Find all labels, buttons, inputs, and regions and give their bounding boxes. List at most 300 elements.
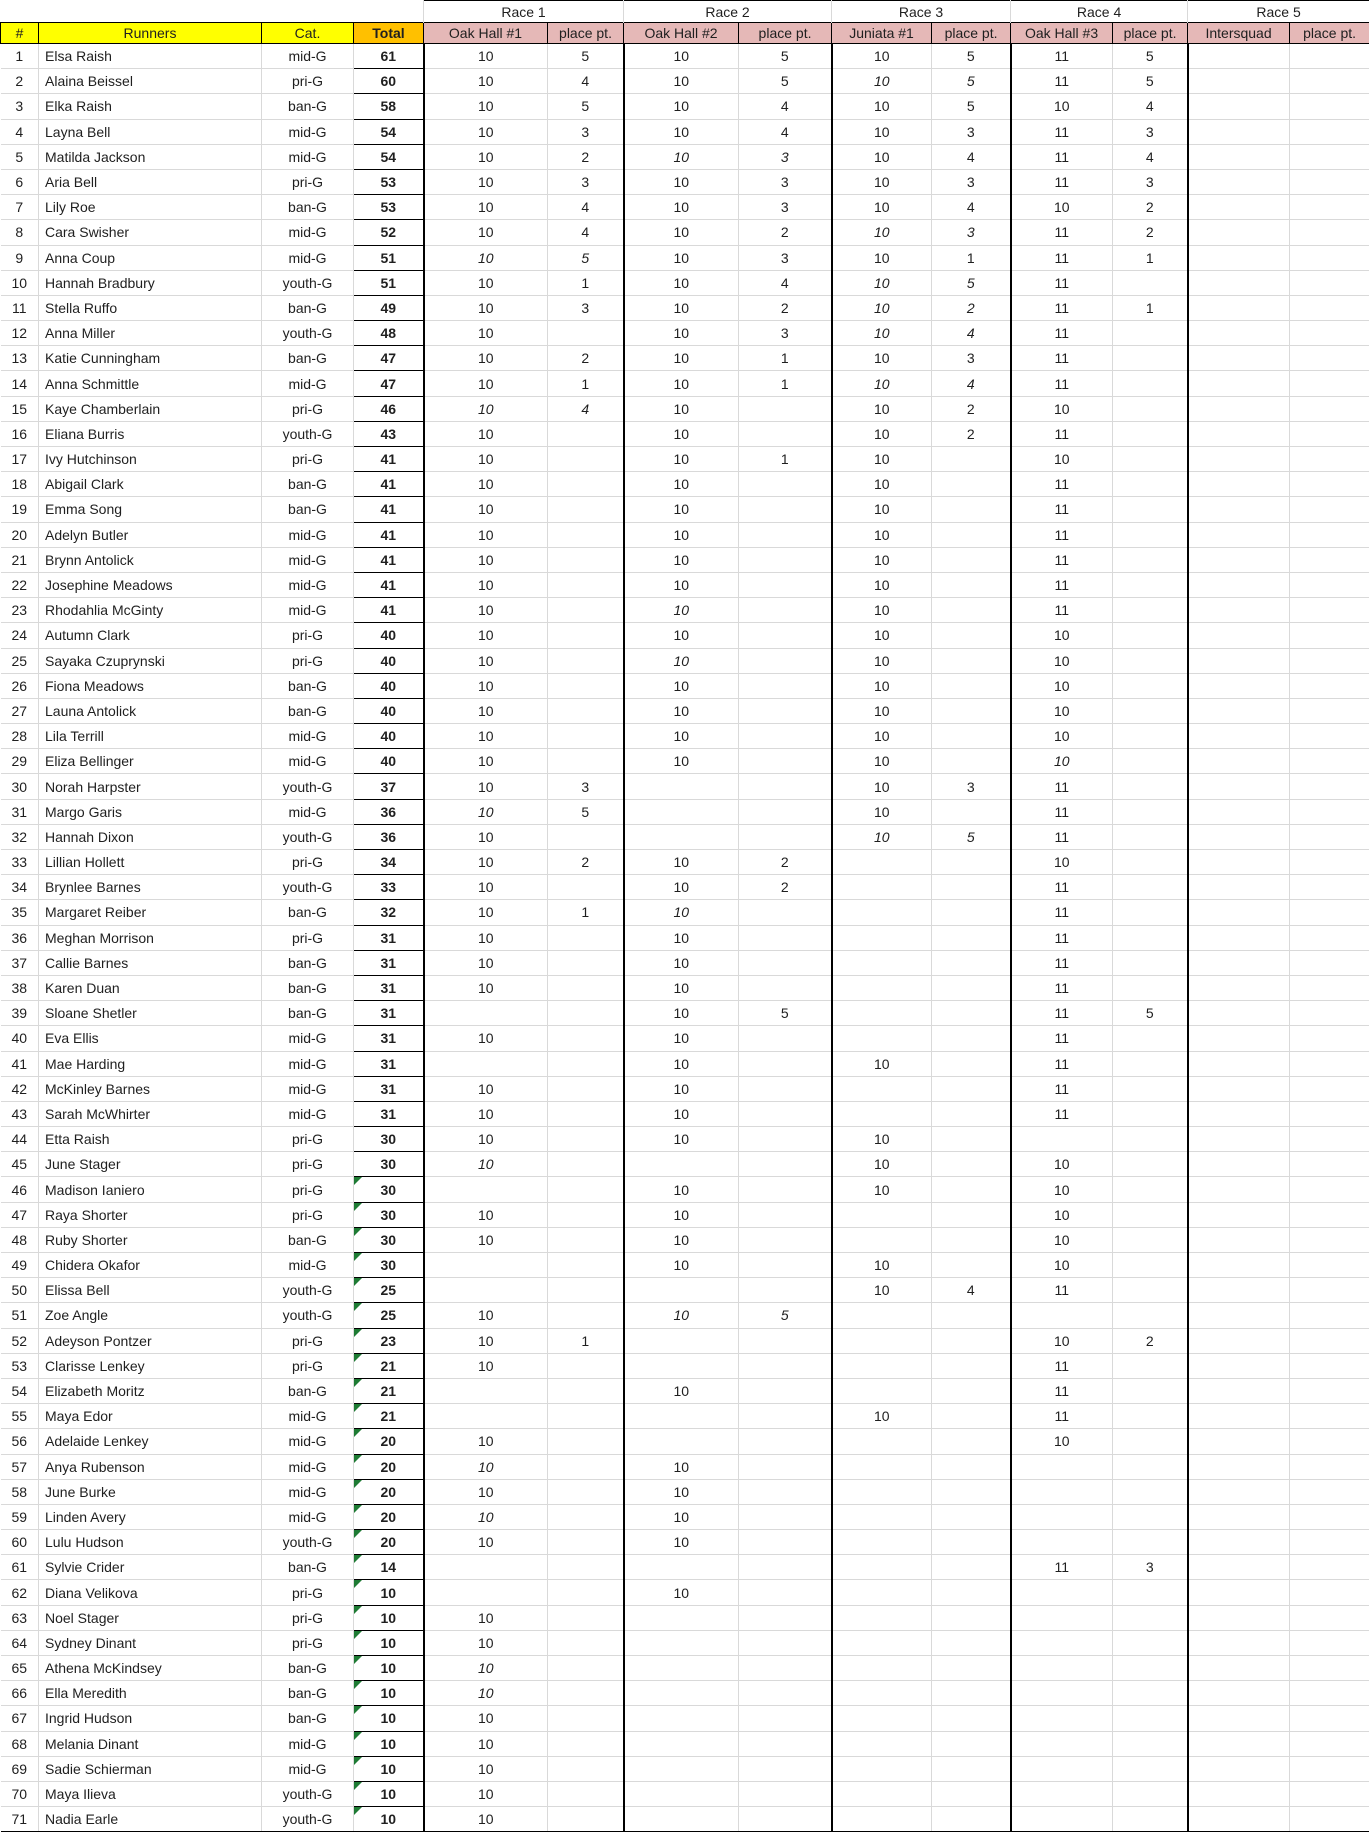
race2-placept-cell[interactable]: [739, 774, 832, 799]
race2-placept-cell[interactable]: [739, 1378, 832, 1403]
race5-placept-cell[interactable]: [1290, 1656, 1369, 1681]
race1-points-cell[interactable]: 10: [424, 1076, 548, 1101]
race5-placept-cell[interactable]: [1290, 925, 1369, 950]
runner-name-cell[interactable]: Elsa Raish: [39, 44, 262, 69]
race4-points-cell[interactable]: 11: [1011, 572, 1113, 597]
race1-points-cell[interactable]: 10: [424, 1328, 548, 1353]
row-number-cell[interactable]: 37: [1, 950, 39, 975]
race5-placept-cell[interactable]: [1290, 975, 1369, 1000]
race3-points-cell[interactable]: 10: [832, 1278, 932, 1303]
race4-points-cell[interactable]: [1011, 1656, 1113, 1681]
race2-placept-cell[interactable]: [739, 1681, 832, 1706]
race3-placept-cell[interactable]: 4: [932, 371, 1011, 396]
row-number-cell[interactable]: 64: [1, 1630, 39, 1655]
race2-points-cell[interactable]: [624, 1429, 739, 1454]
total-cell[interactable]: 41: [354, 547, 424, 572]
category-cell[interactable]: mid-G: [262, 1404, 354, 1429]
total-cell[interactable]: 48: [354, 321, 424, 346]
race5-placept-cell[interactable]: [1290, 371, 1369, 396]
race3-placept-cell[interactable]: [932, 1127, 1011, 1152]
race5-points-cell[interactable]: [1188, 1454, 1290, 1479]
row-number-cell[interactable]: 2: [1, 69, 39, 94]
race5-points-cell[interactable]: [1188, 447, 1290, 472]
race2-points-cell[interactable]: 10: [624, 195, 739, 220]
row-number-cell[interactable]: 39: [1, 1001, 39, 1026]
race1-placept-cell[interactable]: [548, 1253, 624, 1278]
race1-placept-cell[interactable]: 4: [548, 220, 624, 245]
col-header-race5-event[interactable]: Intersquad: [1188, 23, 1290, 44]
race3-placept-cell[interactable]: [932, 900, 1011, 925]
total-cell[interactable]: 20: [354, 1429, 424, 1454]
race3-placept-cell[interactable]: [932, 1404, 1011, 1429]
race1-points-cell[interactable]: [424, 1378, 548, 1403]
race3-points-cell[interactable]: 10: [832, 724, 932, 749]
race3-placept-cell[interactable]: [932, 1656, 1011, 1681]
race3-points-cell[interactable]: [832, 1605, 932, 1630]
total-cell[interactable]: 41: [354, 572, 424, 597]
total-cell[interactable]: 52: [354, 220, 424, 245]
race2-points-cell[interactable]: [624, 799, 739, 824]
race5-placept-cell[interactable]: [1290, 69, 1369, 94]
race3-points-cell[interactable]: [832, 1656, 932, 1681]
race2-points-cell[interactable]: 10: [624, 169, 739, 194]
row-number-cell[interactable]: 53: [1, 1353, 39, 1378]
race2-placept-cell[interactable]: [739, 950, 832, 975]
race4-placept-cell[interactable]: [1113, 1807, 1188, 1832]
race5-points-cell[interactable]: [1188, 724, 1290, 749]
race5-placept-cell[interactable]: [1290, 497, 1369, 522]
race1-points-cell[interactable]: [424, 1253, 548, 1278]
total-cell[interactable]: 30: [354, 1152, 424, 1177]
race3-points-cell[interactable]: 10: [832, 547, 932, 572]
runner-name-cell[interactable]: Brynlee Barnes: [39, 875, 262, 900]
race1-points-cell[interactable]: 10: [424, 1706, 548, 1731]
race1-placept-cell[interactable]: [548, 547, 624, 572]
runner-name-cell[interactable]: Fiona Meadows: [39, 673, 262, 698]
race4-points-cell[interactable]: 11: [1011, 598, 1113, 623]
col-header-race2-placept[interactable]: place pt.: [739, 23, 832, 44]
race5-points-cell[interactable]: [1188, 1756, 1290, 1781]
race4-points-cell[interactable]: [1011, 1580, 1113, 1605]
race1-placept-cell[interactable]: [548, 1756, 624, 1781]
race5-points-cell[interactable]: [1188, 1706, 1290, 1731]
race4-points-cell[interactable]: 11: [1011, 950, 1113, 975]
row-number-cell[interactable]: 35: [1, 900, 39, 925]
race5-placept-cell[interactable]: [1290, 1152, 1369, 1177]
race2-points-cell[interactable]: 10: [624, 44, 739, 69]
race5-points-cell[interactable]: [1188, 321, 1290, 346]
race4-points-cell[interactable]: 10: [1011, 648, 1113, 673]
race1-placept-cell[interactable]: [548, 1076, 624, 1101]
race1-points-cell[interactable]: 10: [424, 1504, 548, 1529]
race1-points-cell[interactable]: 10: [424, 1756, 548, 1781]
col-header-number[interactable]: #: [1, 23, 39, 44]
race3-points-cell[interactable]: 10: [832, 396, 932, 421]
race1-placept-cell[interactable]: [548, 1807, 624, 1832]
race1-points-cell[interactable]: 10: [424, 245, 548, 270]
runner-name-cell[interactable]: Eliana Burris: [39, 421, 262, 446]
race2-points-cell[interactable]: 10: [624, 1227, 739, 1252]
race4-points-cell[interactable]: 11: [1011, 1101, 1113, 1126]
race5-placept-cell[interactable]: [1290, 1404, 1369, 1429]
race3-points-cell[interactable]: [832, 1454, 932, 1479]
race1-placept-cell[interactable]: [548, 1152, 624, 1177]
total-cell[interactable]: 41: [354, 522, 424, 547]
row-number-cell[interactable]: 17: [1, 447, 39, 472]
race2-points-cell[interactable]: 10: [624, 925, 739, 950]
row-number-cell[interactable]: 6: [1, 169, 39, 194]
race5-points-cell[interactable]: [1188, 346, 1290, 371]
race2-placept-cell[interactable]: 3: [739, 144, 832, 169]
total-cell[interactable]: 31: [354, 1051, 424, 1076]
race5-points-cell[interactable]: [1188, 1127, 1290, 1152]
race3-points-cell[interactable]: [832, 1479, 932, 1504]
total-cell[interactable]: 40: [354, 648, 424, 673]
row-number-cell[interactable]: 27: [1, 698, 39, 723]
race5-points-cell[interactable]: [1188, 1807, 1290, 1832]
race3-placept-cell[interactable]: 5: [932, 270, 1011, 295]
total-cell[interactable]: 43: [354, 421, 424, 446]
row-number-cell[interactable]: 50: [1, 1278, 39, 1303]
total-cell[interactable]: 34: [354, 850, 424, 875]
race1-points-cell[interactable]: 10: [424, 1026, 548, 1051]
row-number-cell[interactable]: 5: [1, 144, 39, 169]
race1-points-cell[interactable]: 10: [424, 169, 548, 194]
race3-placept-cell[interactable]: [932, 1076, 1011, 1101]
row-number-cell[interactable]: 8: [1, 220, 39, 245]
row-number-cell[interactable]: 65: [1, 1656, 39, 1681]
race1-points-cell[interactable]: 10: [424, 572, 548, 597]
race3-placept-cell[interactable]: [932, 1303, 1011, 1328]
race5-placept-cell[interactable]: [1290, 195, 1369, 220]
row-number-cell[interactable]: 51: [1, 1303, 39, 1328]
runner-name-cell[interactable]: Emma Song: [39, 497, 262, 522]
race4-points-cell[interactable]: [1011, 1630, 1113, 1655]
race5-points-cell[interactable]: [1188, 270, 1290, 295]
race4-points-cell[interactable]: [1011, 1504, 1113, 1529]
race3-placept-cell[interactable]: [932, 1555, 1011, 1580]
race4-points-cell[interactable]: 11: [1011, 900, 1113, 925]
total-cell[interactable]: 21: [354, 1404, 424, 1429]
race4-placept-cell[interactable]: 3: [1113, 169, 1188, 194]
race5-points-cell[interactable]: [1188, 1076, 1290, 1101]
row-number-cell[interactable]: 38: [1, 975, 39, 1000]
category-cell[interactable]: ban-G: [262, 975, 354, 1000]
race4-points-cell[interactable]: 11: [1011, 245, 1113, 270]
category-cell[interactable]: pri-G: [262, 1152, 354, 1177]
runner-name-cell[interactable]: Layna Bell: [39, 119, 262, 144]
total-cell[interactable]: 41: [354, 472, 424, 497]
total-cell[interactable]: 20: [354, 1454, 424, 1479]
race1-placept-cell[interactable]: 3: [548, 774, 624, 799]
race3-placept-cell[interactable]: 3: [932, 346, 1011, 371]
race5-points-cell[interactable]: [1188, 1303, 1290, 1328]
race4-placept-cell[interactable]: [1113, 1656, 1188, 1681]
race5-placept-cell[interactable]: [1290, 824, 1369, 849]
race4-placept-cell[interactable]: [1113, 1530, 1188, 1555]
race2-points-cell[interactable]: 10: [624, 1303, 739, 1328]
race2-placept-cell[interactable]: 4: [739, 119, 832, 144]
race3-points-cell[interactable]: [832, 1001, 932, 1026]
race5-points-cell[interactable]: [1188, 421, 1290, 446]
category-cell[interactable]: mid-G: [262, 1051, 354, 1076]
runner-name-cell[interactable]: Linden Avery: [39, 1504, 262, 1529]
race2-placept-cell[interactable]: [739, 1731, 832, 1756]
race2-points-cell[interactable]: 10: [624, 1378, 739, 1403]
runner-name-cell[interactable]: Elizabeth Moritz: [39, 1378, 262, 1403]
race2-points-cell[interactable]: [624, 1781, 739, 1806]
race3-placept-cell[interactable]: [932, 598, 1011, 623]
race1-placept-cell[interactable]: [548, 1429, 624, 1454]
race3-points-cell[interactable]: [832, 1303, 932, 1328]
category-cell[interactable]: ban-G: [262, 295, 354, 320]
race4-placept-cell[interactable]: [1113, 724, 1188, 749]
race1-points-cell[interactable]: 10: [424, 144, 548, 169]
col-header-race2-event[interactable]: Oak Hall #2: [624, 23, 739, 44]
total-cell[interactable]: 32: [354, 900, 424, 925]
row-number-cell[interactable]: 23: [1, 598, 39, 623]
race1-points-cell[interactable]: 10: [424, 850, 548, 875]
race4-points-cell[interactable]: 11: [1011, 875, 1113, 900]
race1-placept-cell[interactable]: 3: [548, 169, 624, 194]
race3-points-cell[interactable]: [832, 925, 932, 950]
row-number-cell[interactable]: 16: [1, 421, 39, 446]
race1-placept-cell[interactable]: [548, 421, 624, 446]
race1-placept-cell[interactable]: [548, 1227, 624, 1252]
race4-points-cell[interactable]: 10: [1011, 1202, 1113, 1227]
runner-name-cell[interactable]: Lillian Hollett: [39, 850, 262, 875]
race5-points-cell[interactable]: [1188, 875, 1290, 900]
race1-points-cell[interactable]: 10: [424, 950, 548, 975]
race1-placept-cell[interactable]: [548, 321, 624, 346]
race2-points-cell[interactable]: [624, 1681, 739, 1706]
race4-points-cell[interactable]: 11: [1011, 169, 1113, 194]
race2-placept-cell[interactable]: [739, 1807, 832, 1832]
total-cell[interactable]: 21: [354, 1378, 424, 1403]
race2-placept-cell[interactable]: [739, 1530, 832, 1555]
race5-points-cell[interactable]: [1188, 774, 1290, 799]
runner-name-cell[interactable]: Elka Raish: [39, 94, 262, 119]
race5-points-cell[interactable]: [1188, 1177, 1290, 1202]
race5-points-cell[interactable]: [1188, 1504, 1290, 1529]
race2-points-cell[interactable]: 10: [624, 220, 739, 245]
race3-points-cell[interactable]: 10: [832, 1152, 932, 1177]
race3-placept-cell[interactable]: 2: [932, 396, 1011, 421]
race5-placept-cell[interactable]: [1290, 1353, 1369, 1378]
race2-placept-cell[interactable]: [739, 1756, 832, 1781]
race1-placept-cell[interactable]: 5: [548, 245, 624, 270]
race4-points-cell[interactable]: 11: [1011, 1353, 1113, 1378]
runner-name-cell[interactable]: Sarah McWhirter: [39, 1101, 262, 1126]
runner-name-cell[interactable]: Alaina Beissel: [39, 69, 262, 94]
race5-placept-cell[interactable]: [1290, 522, 1369, 547]
race4-placept-cell[interactable]: [1113, 1127, 1188, 1152]
race3-points-cell[interactable]: 10: [832, 94, 932, 119]
col-header-race1-event[interactable]: Oak Hall #1: [424, 23, 548, 44]
race1-points-cell[interactable]: [424, 1051, 548, 1076]
category-cell[interactable]: mid-G: [262, 1429, 354, 1454]
race5-points-cell[interactable]: [1188, 598, 1290, 623]
race4-points-cell[interactable]: 11: [1011, 824, 1113, 849]
runner-name-cell[interactable]: Ella Meredith: [39, 1681, 262, 1706]
race3-placept-cell[interactable]: 4: [932, 321, 1011, 346]
race1-points-cell[interactable]: 10: [424, 321, 548, 346]
race5-points-cell[interactable]: [1188, 698, 1290, 723]
race1-points-cell[interactable]: 10: [424, 1630, 548, 1655]
category-cell[interactable]: pri-G: [262, 169, 354, 194]
race1-placept-cell[interactable]: [548, 1681, 624, 1706]
race1-placept-cell[interactable]: [548, 975, 624, 1000]
total-cell[interactable]: 41: [354, 598, 424, 623]
race3-points-cell[interactable]: 10: [832, 522, 932, 547]
runner-name-cell[interactable]: Clarisse Lenkey: [39, 1353, 262, 1378]
total-cell[interactable]: 20: [354, 1530, 424, 1555]
race2-points-cell[interactable]: 10: [624, 572, 739, 597]
race2-points-cell[interactable]: 10: [624, 396, 739, 421]
runner-name-cell[interactable]: Josephine Meadows: [39, 572, 262, 597]
row-number-cell[interactable]: 30: [1, 774, 39, 799]
race2-points-cell[interactable]: 10: [624, 1580, 739, 1605]
total-cell[interactable]: 54: [354, 119, 424, 144]
race1-points-cell[interactable]: 10: [424, 472, 548, 497]
race1-points-cell[interactable]: 10: [424, 497, 548, 522]
total-cell[interactable]: 10: [354, 1706, 424, 1731]
race1-points-cell[interactable]: 10: [424, 1101, 548, 1126]
race1-placept-cell[interactable]: 4: [548, 69, 624, 94]
race5-points-cell[interactable]: [1188, 1378, 1290, 1403]
race1-points-cell[interactable]: 10: [424, 119, 548, 144]
race4-placept-cell[interactable]: [1113, 1479, 1188, 1504]
runner-name-cell[interactable]: Margo Garis: [39, 799, 262, 824]
race4-placept-cell[interactable]: [1113, 1278, 1188, 1303]
race3-placept-cell[interactable]: [932, 1051, 1011, 1076]
race1-placept-cell[interactable]: [548, 698, 624, 723]
race1-placept-cell[interactable]: [548, 572, 624, 597]
race4-placept-cell[interactable]: 3: [1113, 119, 1188, 144]
race3-points-cell[interactable]: [832, 1504, 932, 1529]
race3-placept-cell[interactable]: [932, 1378, 1011, 1403]
race4-placept-cell[interactable]: [1113, 1202, 1188, 1227]
race1-placept-cell[interactable]: [548, 1051, 624, 1076]
race2-placept-cell[interactable]: 1: [739, 346, 832, 371]
race1-placept-cell[interactable]: [548, 824, 624, 849]
race5-placept-cell[interactable]: [1290, 1530, 1369, 1555]
race4-placept-cell[interactable]: [1113, 1429, 1188, 1454]
race3-placept-cell[interactable]: [932, 1781, 1011, 1806]
category-cell[interactable]: pri-G: [262, 1328, 354, 1353]
race5-placept-cell[interactable]: [1290, 547, 1369, 572]
race1-placept-cell[interactable]: [548, 1353, 624, 1378]
race5-points-cell[interactable]: [1188, 1781, 1290, 1806]
race2-placept-cell[interactable]: [739, 1580, 832, 1605]
race5-points-cell[interactable]: [1188, 1656, 1290, 1681]
race3-points-cell[interactable]: [832, 1630, 932, 1655]
race4-points-cell[interactable]: 10: [1011, 1253, 1113, 1278]
race1-placept-cell[interactable]: [548, 1404, 624, 1429]
category-cell[interactable]: mid-G: [262, 1504, 354, 1529]
runner-name-cell[interactable]: Hannah Bradbury: [39, 270, 262, 295]
race2-placept-cell[interactable]: [739, 975, 832, 1000]
race4-points-cell[interactable]: 11: [1011, 1404, 1113, 1429]
total-cell[interactable]: 10: [354, 1731, 424, 1756]
race3-placept-cell[interactable]: [932, 1731, 1011, 1756]
race3-placept-cell[interactable]: 4: [932, 1278, 1011, 1303]
race2-placept-cell[interactable]: [739, 749, 832, 774]
race3-placept-cell[interactable]: [932, 1756, 1011, 1781]
race5-placept-cell[interactable]: [1290, 900, 1369, 925]
category-cell[interactable]: ban-G: [262, 195, 354, 220]
race1-points-cell[interactable]: 10: [424, 1781, 548, 1806]
race5-points-cell[interactable]: [1188, 44, 1290, 69]
race1-placept-cell[interactable]: [548, 497, 624, 522]
race4-placept-cell[interactable]: [1113, 1454, 1188, 1479]
race2-placept-cell[interactable]: [739, 824, 832, 849]
race5-points-cell[interactable]: [1188, 824, 1290, 849]
race4-placept-cell[interactable]: 2: [1113, 1328, 1188, 1353]
race3-points-cell[interactable]: 10: [832, 245, 932, 270]
category-cell[interactable]: pri-G: [262, 447, 354, 472]
race2-points-cell[interactable]: 10: [624, 1026, 739, 1051]
race4-placept-cell[interactable]: [1113, 270, 1188, 295]
race5-points-cell[interactable]: [1188, 950, 1290, 975]
category-cell[interactable]: youth-G: [262, 270, 354, 295]
race3-points-cell[interactable]: 10: [832, 44, 932, 69]
race2-points-cell[interactable]: [624, 824, 739, 849]
category-cell[interactable]: mid-G: [262, 1101, 354, 1126]
race3-points-cell[interactable]: 10: [832, 1404, 932, 1429]
race1-placept-cell[interactable]: [548, 724, 624, 749]
race5-placept-cell[interactable]: [1290, 1026, 1369, 1051]
race5-points-cell[interactable]: [1188, 572, 1290, 597]
race2-points-cell[interactable]: [624, 1706, 739, 1731]
category-cell[interactable]: ban-G: [262, 1001, 354, 1026]
race4-placept-cell[interactable]: [1113, 1026, 1188, 1051]
category-cell[interactable]: ban-G: [262, 698, 354, 723]
race2-points-cell[interactable]: 10: [624, 975, 739, 1000]
race4-points-cell[interactable]: 11: [1011, 925, 1113, 950]
race4-points-cell[interactable]: 11: [1011, 1076, 1113, 1101]
race4-points-cell[interactable]: 10: [1011, 1177, 1113, 1202]
race5-placept-cell[interactable]: [1290, 119, 1369, 144]
runner-name-cell[interactable]: Athena McKindsey: [39, 1656, 262, 1681]
race5-points-cell[interactable]: [1188, 1404, 1290, 1429]
race3-points-cell[interactable]: 10: [832, 1127, 932, 1152]
race1-points-cell[interactable]: 10: [424, 295, 548, 320]
category-cell[interactable]: mid-G: [262, 1076, 354, 1101]
race3-placept-cell[interactable]: 5: [932, 824, 1011, 849]
race4-points-cell[interactable]: 11: [1011, 522, 1113, 547]
row-number-cell[interactable]: 47: [1, 1202, 39, 1227]
race1-placept-cell[interactable]: [548, 1454, 624, 1479]
race1-points-cell[interactable]: [424, 1177, 548, 1202]
race1-points-cell[interactable]: 10: [424, 799, 548, 824]
race2-points-cell[interactable]: 10: [624, 623, 739, 648]
runner-name-cell[interactable]: Stella Ruffo: [39, 295, 262, 320]
row-number-cell[interactable]: 14: [1, 371, 39, 396]
total-cell[interactable]: 23: [354, 1328, 424, 1353]
race2-points-cell[interactable]: [624, 1555, 739, 1580]
race3-points-cell[interactable]: 10: [832, 648, 932, 673]
race1-placept-cell[interactable]: [548, 1127, 624, 1152]
race4-placept-cell[interactable]: [1113, 950, 1188, 975]
runner-name-cell[interactable]: Matilda Jackson: [39, 144, 262, 169]
race5-placept-cell[interactable]: [1290, 1681, 1369, 1706]
race4-placept-cell[interactable]: [1113, 346, 1188, 371]
total-cell[interactable]: 37: [354, 774, 424, 799]
race2-placept-cell[interactable]: [739, 799, 832, 824]
race5-placept-cell[interactable]: [1290, 1555, 1369, 1580]
race4-points-cell[interactable]: [1011, 1479, 1113, 1504]
